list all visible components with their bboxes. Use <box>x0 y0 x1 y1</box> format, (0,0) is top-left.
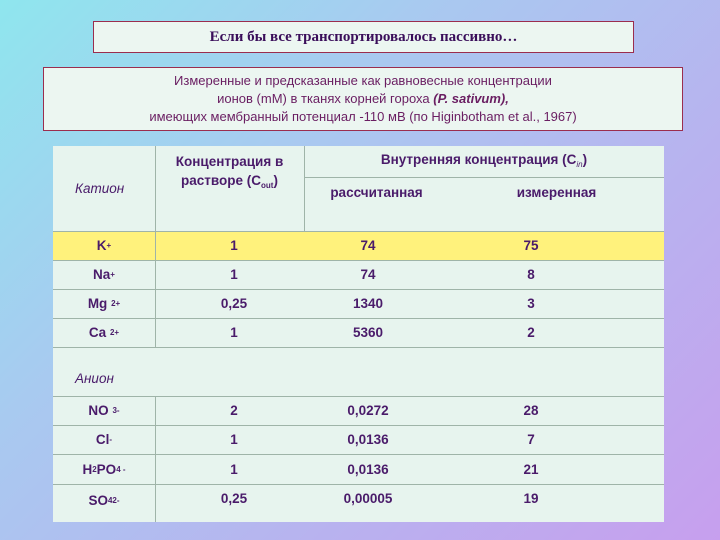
subtitle-line-2 <box>217 90 509 108</box>
conc-calculated: 74 <box>360 267 376 282</box>
conc-out: 1 <box>230 432 238 447</box>
conc-calculated: 0,0136 <box>347 461 389 477</box>
conc-out: 1 <box>230 238 238 253</box>
conc-measured: 8 <box>527 267 535 282</box>
grid-line <box>53 347 664 348</box>
conc-calculated: 0,0136 <box>347 432 389 447</box>
header-cation: Катион <box>75 181 125 196</box>
conc-measured: 3 <box>527 296 535 311</box>
slide-title: Если бы все транспортировалось пассивно… <box>209 28 518 45</box>
conc-calculated: 74 <box>360 238 376 253</box>
conc-out: 1 <box>230 461 238 477</box>
conc-measured: 75 <box>523 238 539 253</box>
header-conc-solution: Концентрация в растворе $(C_{out})$ <box>175 154 284 190</box>
conc-measured: 2 <box>527 325 535 340</box>
subtitle-box <box>43 67 683 131</box>
ion-name: Na + <box>93 267 115 282</box>
anion-label: Анион <box>75 370 114 386</box>
header-calculated: рассчитанная <box>330 184 423 200</box>
conc-calculated: 5360 <box>352 325 384 340</box>
conc-out: 1 <box>230 267 238 282</box>
conc-measured: 7 <box>527 432 535 447</box>
conc-out: 0,25 <box>220 296 248 311</box>
conc-measured: 19 <box>523 490 539 506</box>
conc-out: 1 <box>230 325 238 340</box>
ion-name: K + <box>96 238 112 253</box>
header-measured: измеренная <box>516 184 597 200</box>
conc-out: 0,25 <box>220 490 248 506</box>
subtitle-line-1: Измеренные и предсказанные как равновесные концентрации <box>174 73 552 88</box>
subtitle-line-2-text: ионов (mM) в тканях корней гороха <box>217 91 434 106</box>
ion-name: SO 4 2- <box>88 492 120 508</box>
conc-measured: 21 <box>523 461 539 477</box>
conc-out: 2 <box>230 403 238 418</box>
conc-calculated: 0,00005 <box>343 490 393 506</box>
ion-name: Ca 2+ <box>88 325 120 340</box>
ion-name: NO 3- <box>88 403 120 418</box>
subtitle-line-3: имеющих мембранный потенциал -110 мВ (по Higinbotham et al., 1967) <box>149 109 577 124</box>
species-name: (P. sativum), <box>433 91 509 106</box>
conc-calculated: 1340 <box>352 296 384 311</box>
ion-concentration-table <box>53 146 664 522</box>
ion-name: Mg 2+ <box>87 296 121 311</box>
header-inner-conc: Внутренняя концентрация $(C_{in})$ <box>380 151 588 169</box>
conc-calculated: 0,0272 <box>347 403 389 418</box>
title-box <box>93 21 634 53</box>
conc-measured: 28 <box>523 403 539 418</box>
ion-name: Cl - <box>95 432 113 447</box>
ion-name: H 2 PO 4 - <box>82 461 126 477</box>
